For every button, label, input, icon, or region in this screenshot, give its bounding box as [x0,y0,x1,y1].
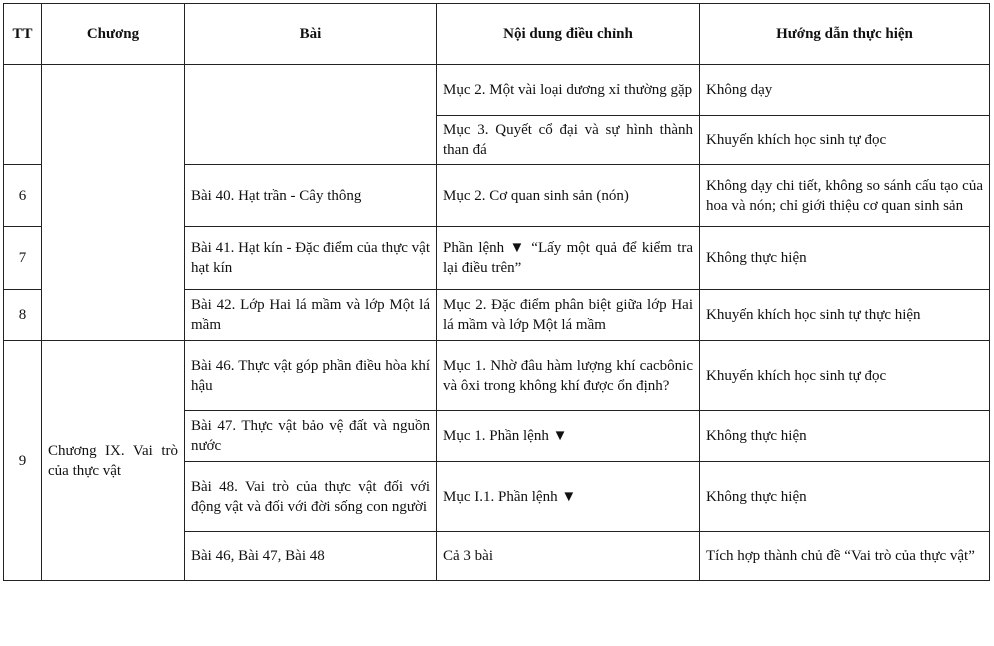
header-huong-dan: Hướng dẫn thực hiện [700,4,990,65]
noi-dung-cell: Mục I.1. Phần lệnh ▼ [437,462,700,532]
noi-dung-cell: Cả 3 bài [437,532,700,581]
noi-dung-cell: Mục 1. Nhờ đâu hàm lượng khí cacbônic và ôxi trong không khí được ổn định? [437,341,700,411]
noi-dung-cell: Mục 3. Quyết cổ đại và sự hình thành than đá [437,116,700,165]
chuong-cell [42,65,185,341]
tt-cell: 8 [4,290,42,341]
huong-dan-cell: Không dạy [700,65,990,116]
huong-dan-cell: Khuyến khích học sinh tự đọc [700,341,990,411]
bai-cell: Bài 46. Thực vật góp phần điều hòa khí hậu [185,341,437,411]
tt-cell: 7 [4,227,42,290]
table-row [4,341,990,411]
bai-cell: Bài 46, Bài 47, Bài 48 [185,532,437,581]
tt-cell [4,65,42,165]
bai-cell [185,65,437,165]
noi-dung-cell: Phần lệnh ▼ “Lấy một quả để kiểm tra lại điều trên” [437,227,700,290]
huong-dan-cell: Tích hợp thành chủ đề “Vai trò của thực vật” [700,532,990,581]
header-chuong: Chương [42,4,185,65]
bai-cell: Bài 48. Vai trò của thực vật đối với động vật và đối với đời sống con người [185,462,437,532]
huong-dan-cell: Không thực hiện [700,227,990,290]
huong-dan-cell: Khuyến khích học sinh tự thực hiện [700,290,990,341]
curriculum-adjustment-table [3,3,990,581]
noi-dung-cell: Mục 2. Cơ quan sinh sản (nón) [437,165,700,227]
noi-dung-cell: Mục 2. Đặc điểm phân biệt giữa lớp Hai lá mầm và lớp Một lá mầm [437,290,700,341]
noi-dung-cell: Mục 1. Phần lệnh ▼ [437,411,700,462]
header-bai: Bài [185,4,437,65]
header-tt: TT [4,4,42,65]
header-row [4,4,990,65]
huong-dan-cell: Không dạy chi tiết, không so sánh cấu tạo của hoa và nón; chỉ giới thiệu cơ quan sinh sản [700,165,990,227]
noi-dung-cell: Mục 2. Một vài loại dương xỉ thường gặp [437,65,700,116]
tt-cell: 9 [4,341,42,581]
bai-cell: Bài 42. Lớp Hai lá mầm và lớp Một lá mầm [185,290,437,341]
header-noi-dung: Nội dung điều chỉnh [437,4,700,65]
table-row [4,65,990,116]
bai-cell: Bài 40. Hạt trần - Cây thông [185,165,437,227]
bai-cell: Bài 41. Hạt kín - Đặc điểm của thực vật hạt kín [185,227,437,290]
huong-dan-cell: Khuyến khích học sinh tự đọc [700,116,990,165]
huong-dan-cell: Không thực hiện [700,462,990,532]
huong-dan-cell: Không thực hiện [700,411,990,462]
bai-cell: Bài 47. Thực vật bảo vệ đất và nguồn nước [185,411,437,462]
chuong-cell: Chương IX. Vai trò của thực vật [42,341,185,581]
tt-cell: 6 [4,165,42,227]
